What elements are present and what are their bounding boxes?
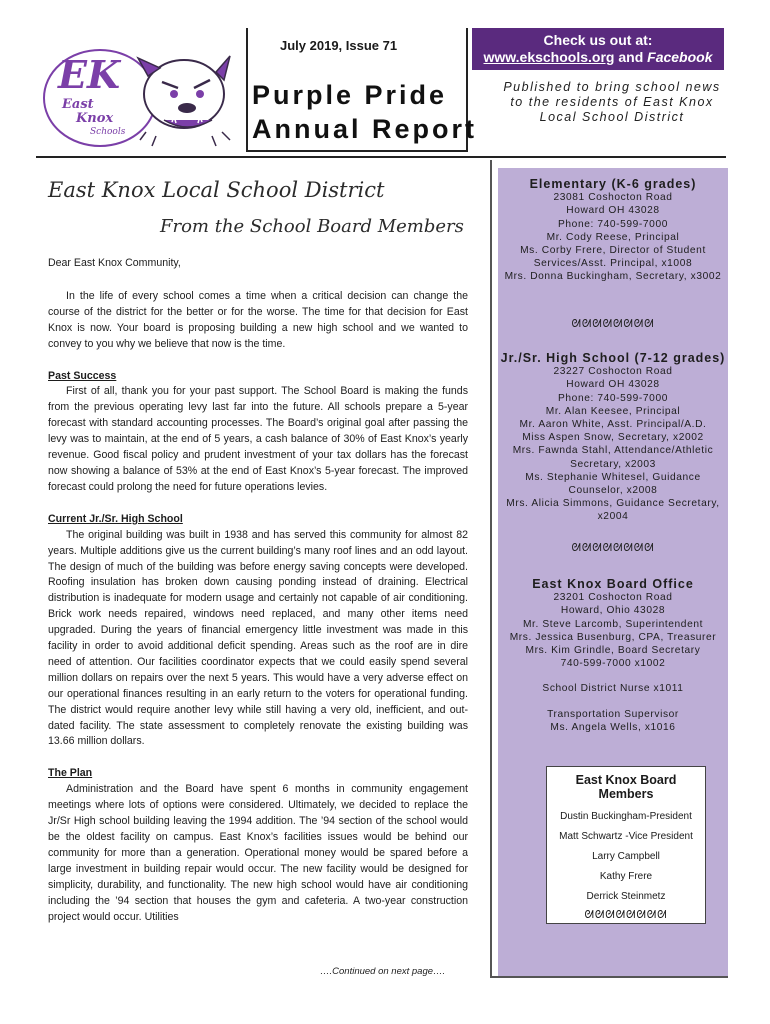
published-note: Published to bring school news to the residents of East Knox Local School District: [503, 80, 721, 124]
greeting: Dear East Knox Community,: [48, 257, 181, 269]
elementary-line: Howard OH 43028: [566, 205, 660, 217]
ornament-divider: ᘛᘛᘛᘛᘛᘛᘛᘛ: [571, 542, 655, 554]
intro-paragraph: In the life of every school comes a time when a critical decision can change the course of the district for the better or for the worse. The time for that decision for East Knox is now. Your board is proposing building a new high school and we wanted to convey to you why we believe that now is the time.: [48, 289, 468, 350]
continued-note: ….Continued on next page….: [320, 966, 446, 977]
plan-paragraph: Administration and the Board have spent 6 months in community engagement meetings where lots of options were considered. Ultimately, we decided to replace the Jr/Sr High school building leaving the 1994 addition. The ’94 section of the school would be the oldest facility on campus. East Knox’s facilities issues would be behind our community for more than a generation. Operational money would be spared before a large investment in building repair would occur. The new facility would be designed for simplicity, durability, and functionality. The new high school would have air conditioning including the ’94 section that houses the gym and cafeteria. A two-year construction project would occur. Utilities: [48, 783, 468, 923]
board-member: Larry Campbell: [592, 851, 660, 862]
newsletter-title-line2: Annual Report: [252, 114, 477, 144]
issue-label: July 2019, Issue 71: [280, 38, 398, 53]
current-school-heading: Current Jr./Sr. High School: [48, 512, 183, 525]
board-office-line: 23201 Coshocton Road: [553, 592, 673, 604]
board-office-contacts: [498, 578, 728, 734]
sidebar-divider: [490, 160, 492, 976]
plan-heading: The Plan: [48, 767, 93, 780]
svg-text:East: East: [62, 97, 94, 112]
district-title: East Knox Local School District: [48, 178, 385, 202]
header-divider: [36, 156, 726, 158]
board-subtitle: From the School Board Members: [160, 216, 464, 237]
check-us-out-banner: [472, 28, 724, 70]
svg-text:Knox: Knox: [76, 111, 114, 126]
highschool-line: Mr. Alan Keesee, Principal: [545, 405, 681, 417]
bulldog-mascot-icon: [138, 56, 230, 146]
facebook-link[interactable]: Facebook: [647, 49, 713, 65]
elementary-line: Mr. Cody Reese, Principal: [546, 231, 680, 243]
east-knox-logo: [36, 36, 236, 148]
board-office-heading: East Knox Board Office: [532, 577, 694, 591]
newsletter-title-line1: Purple Pride: [252, 80, 448, 110]
board-office-line: 740-599-7000 x1002: [560, 658, 666, 670]
elementary-line: Ms. Corby Frere, Director of Student Services/Asst. Principal, x1008: [520, 245, 706, 270]
past-success-heading: Past Success: [48, 369, 117, 382]
board-member: Derrick Steinmetz: [586, 891, 666, 902]
ornament-divider: ᘛᘛᘛᘛᘛᘛᘛᘛ: [571, 318, 655, 330]
transport-line: Transportation Supervisor: [547, 708, 679, 720]
highschool-heading: Jr./Sr. High School (7-12 grades): [500, 351, 726, 365]
board-members-box: [546, 766, 706, 924]
website-link[interactable]: www.ekschools.org: [483, 49, 615, 65]
ornament-divider: ᘛᘛᘛᘛᘛᘛᘛᘛ: [584, 909, 668, 921]
highschool-contacts: [498, 352, 728, 524]
and-text: and: [618, 49, 644, 65]
elementary-line: 23081 Coshocton Road: [553, 192, 673, 204]
elementary-contacts: [498, 178, 728, 284]
board-office-line: Mrs. Jessica Busenburg, CPA, Treasurer: [509, 631, 717, 643]
nurse-line: School District Nurse x1011: [542, 683, 684, 695]
past-success-paragraph: First of all, thank you for your past support. The School Board is making the funds from the previous operating levy last far into the future. All schools prepare a 5-year forecast with standard accounting processes. The Board’s original goal after passing the levy was to maintain, at the end of 5 years, a cash balance of 30% of East Knox’s yearly revenue. Good fiscal policy and prudent investment of your tax dollars has the forecast now showing a balance of 53% at the end of East Knox’s 5-year forecast. The improved forecast could prolong the need for future operations levies.: [48, 385, 468, 493]
board-office-line: Mr. Steve Larcomb, Superintendent: [522, 618, 704, 630]
highschool-line: Miss Aspen Snow, Secretary, x2002: [522, 432, 704, 444]
transport-contact-line: Ms. Angela Wells, x1016: [550, 721, 676, 733]
sidebar-bottom-divider: [490, 976, 728, 978]
elementary-line: Mrs. Donna Buckingham, Secretary, x3002: [504, 271, 722, 283]
board-office-line: Mrs. Kim Grindle, Board Secretary: [525, 645, 701, 657]
board-member: Kathy Frere: [599, 871, 653, 882]
current-school-paragraph: The original building was built in 1938 and has served this community for almost 82 years. Multiple additions give us the current building’s many roof lines and an odd layout. The design of much of the building was before energy saving concepts were developed. Roofing insulation has broken down causing ponding instead of draining. Electrical distribution is inadequate for modern usage and certainly not capable of air conditioning. Brick work needs repaired, windows need replaced, and many other items need upgraded. During the years of financial emergency little investment was made in this facility in order to avoid additional deficit spending. Areas such as the roof are in dire need of attention. Our facilities coordinator expects that we could easily spend several million dollars on repairs over the next 5 years. This would have a very adverse effect on our operational finances resulting in an early return to the voters for operational funding. The district would require another levy while still having a very old, inefficient, and out-dated facility. The state assessment to completely renovate the existing building was 13.66 million dollars.: [48, 528, 468, 748]
svg-text:EK: EK: [58, 52, 120, 97]
board-member: Dustin Buckingham-President: [560, 811, 692, 822]
board-members-list: [547, 807, 705, 907]
highschool-line: Ms. Stephanie Whitesel, Guidance Counselor, x2008: [525, 471, 701, 497]
highschool-line: Phone: 740-599-7000: [558, 392, 668, 404]
highschool-line: Howard OH 43028: [566, 379, 660, 391]
elementary-heading: Elementary (K-6 grades): [529, 177, 697, 191]
board-members-heading: East Knox Board Members: [575, 773, 677, 801]
highschool-line: Mr. Aaron White, Asst. Principal/A.D.: [519, 419, 707, 431]
check-label: Check us out at:: [543, 32, 653, 48]
highschool-line: Mrs. Alicia Simmons, Guidance Secretary, x2004: [506, 498, 720, 523]
highschool-line: 23227 Coshocton Road: [553, 366, 673, 378]
highschool-line: Mrs. Fawnda Stahl, Attendance/Athletic Secretary, x2003: [512, 445, 714, 470]
svg-text:Schools: Schools: [90, 127, 126, 137]
letter-body: [48, 256, 468, 925]
elementary-line: Phone: 740-599-7000: [558, 218, 668, 230]
board-office-line: Howard, Ohio 43028: [560, 605, 666, 617]
board-member: Matt Schwartz -Vice President: [559, 831, 693, 842]
